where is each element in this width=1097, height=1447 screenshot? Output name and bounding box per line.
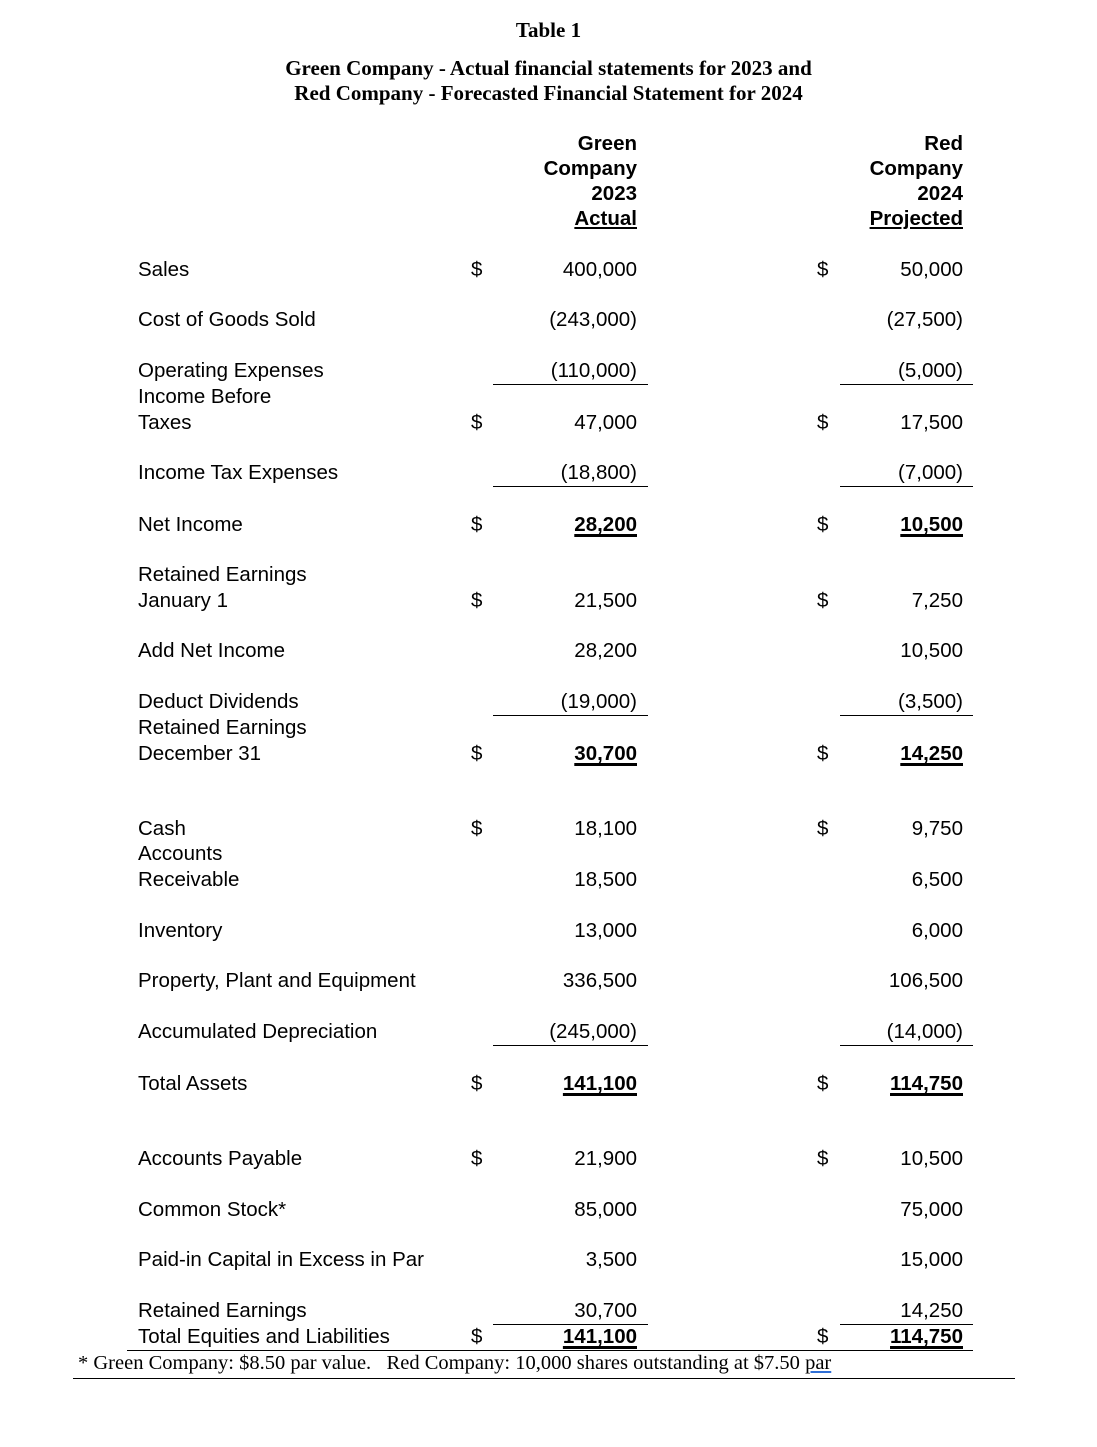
green-dollar-sign: $ bbox=[471, 411, 483, 434]
green-subtotal-rule bbox=[493, 1045, 648, 1046]
green-value: (110,000) bbox=[550, 359, 637, 382]
footnote-text: * Green Company: $8.50 par value. Red Company: 10,000 shares outstanding at $7.50 bbox=[78, 1352, 806, 1374]
green-value: 3,500 bbox=[585, 1248, 637, 1271]
row-label: Operating Expenses bbox=[138, 359, 324, 382]
red-dollar-sign: $ bbox=[817, 1147, 829, 1170]
row-label: Accounts bbox=[138, 842, 223, 865]
red-header-line: Company bbox=[869, 157, 963, 180]
row-label: Taxes bbox=[138, 411, 192, 434]
row-label: Income Tax Expenses bbox=[138, 461, 339, 484]
red-header-line: Red bbox=[924, 132, 963, 155]
green-dollar-sign: $ bbox=[471, 1072, 483, 1095]
green-value: 336,500 bbox=[562, 969, 637, 992]
table-subtitle-line-2: Red Company - Forecasted Financial Statement for 2024 bbox=[294, 81, 803, 105]
green-value: 47,000 bbox=[574, 411, 637, 434]
green-value: 141,100 bbox=[562, 1072, 637, 1095]
red-value: 10,500 bbox=[900, 1147, 963, 1170]
green-subtotal-rule bbox=[493, 486, 648, 487]
green-value: 30,700 bbox=[574, 742, 637, 765]
red-value: (5,000) bbox=[898, 359, 963, 382]
row-label: January 1 bbox=[138, 589, 229, 612]
red-value: 7,250 bbox=[911, 589, 963, 612]
green-value: 141,100 bbox=[562, 1325, 637, 1348]
red-value: 6,500 bbox=[911, 868, 963, 891]
green-value: (19,000) bbox=[560, 690, 637, 713]
row-label: Receivable bbox=[138, 868, 240, 891]
red-value: 15,000 bbox=[900, 1248, 963, 1271]
green-value: 18,100 bbox=[574, 817, 637, 840]
row-label: Total Assets bbox=[138, 1072, 248, 1095]
row-label: Accumulated Depreciation bbox=[138, 1020, 378, 1043]
row-label: Sales bbox=[138, 258, 190, 281]
red-subtotal-rule bbox=[840, 384, 973, 385]
row-label: Cost of Goods Sold bbox=[138, 308, 316, 331]
row-label: Retained Earnings bbox=[138, 1299, 307, 1322]
green-value: 21,900 bbox=[574, 1147, 637, 1170]
red-dollar-sign: $ bbox=[817, 589, 829, 612]
green-dollar-sign: $ bbox=[471, 742, 483, 765]
row-label: Common Stock* bbox=[138, 1198, 287, 1221]
red-dollar-sign: $ bbox=[817, 742, 829, 765]
green-column-header bbox=[544, 131, 637, 231]
red-column-header bbox=[870, 131, 963, 231]
red-subtotal-rule bbox=[840, 1045, 973, 1046]
green-dollar-sign: $ bbox=[471, 1147, 483, 1170]
row-label: December 31 bbox=[138, 742, 262, 765]
green-value: 30,700 bbox=[574, 1299, 637, 1322]
green-value: 85,000 bbox=[574, 1198, 637, 1221]
green-value: (245,000) bbox=[549, 1020, 637, 1043]
green-value: 21,500 bbox=[574, 589, 637, 612]
red-value: 75,000 bbox=[900, 1198, 963, 1221]
red-subtotal-rule bbox=[840, 486, 973, 487]
red-value: 114,750 bbox=[890, 1072, 963, 1095]
red-dollar-sign: $ bbox=[817, 258, 829, 281]
green-value: (18,800) bbox=[560, 461, 637, 484]
row-label: Deduct Dividends bbox=[138, 690, 299, 713]
row-label: Paid-in Capital in Excess in Par bbox=[138, 1248, 424, 1271]
row-label: Net Income bbox=[138, 513, 243, 536]
green-value: 28,200 bbox=[574, 639, 637, 662]
red-value: 10,500 bbox=[900, 639, 963, 662]
row-label: Retained Earnings bbox=[138, 716, 307, 739]
table-title: Table 1 bbox=[515, 18, 582, 42]
red-subtotal-rule bbox=[840, 715, 973, 716]
row-label: Accounts Payable bbox=[138, 1147, 303, 1170]
green-dollar-sign: $ bbox=[471, 1325, 483, 1348]
red-dollar-sign: $ bbox=[817, 817, 829, 840]
footnote-link[interactable]: par bbox=[805, 1352, 832, 1374]
green-value: 18,500 bbox=[574, 868, 637, 891]
red-value: 14,250 bbox=[900, 742, 963, 765]
row-label: Inventory bbox=[138, 919, 223, 942]
row-label: Cash bbox=[138, 817, 186, 840]
green-header-line: 2023 bbox=[591, 182, 637, 205]
red-dollar-sign: $ bbox=[817, 411, 829, 434]
red-value: 17,500 bbox=[900, 411, 963, 434]
footnote bbox=[78, 1352, 831, 1375]
green-header-line: Green bbox=[577, 132, 637, 155]
green-value: 400,000 bbox=[562, 258, 637, 281]
green-dollar-sign: $ bbox=[471, 817, 483, 840]
row-label: Property, Plant and Equipment bbox=[138, 969, 416, 992]
row-label: Total Equities and Liabilities bbox=[138, 1325, 390, 1348]
red-value: 9,750 bbox=[911, 817, 963, 840]
red-value: (3,500) bbox=[898, 690, 963, 713]
table-subtitle-line-1: Green Company - Actual financial statements for 2023 and bbox=[285, 56, 812, 80]
footnote-rule bbox=[73, 1378, 1015, 1379]
green-value: 13,000 bbox=[574, 919, 637, 942]
red-value: 10,500 bbox=[900, 513, 963, 536]
green-value: 28,200 bbox=[574, 513, 637, 536]
red-value: (7,000) bbox=[898, 461, 963, 484]
green-header-line: Actual bbox=[574, 207, 637, 230]
red-value: 106,500 bbox=[888, 969, 963, 992]
red-header-line: 2024 bbox=[917, 182, 963, 205]
table-bottom-rule bbox=[127, 1350, 973, 1351]
green-value: (243,000) bbox=[549, 308, 637, 331]
red-value: (27,500) bbox=[886, 308, 963, 331]
row-label: Retained Earnings bbox=[138, 563, 307, 586]
green-subtotal-rule bbox=[493, 384, 648, 385]
red-dollar-sign: $ bbox=[817, 1325, 829, 1348]
red-header-line: Projected bbox=[869, 207, 963, 230]
green-dollar-sign: $ bbox=[471, 513, 483, 536]
green-header-line: Company bbox=[543, 157, 637, 180]
red-dollar-sign: $ bbox=[817, 1072, 829, 1095]
green-dollar-sign: $ bbox=[471, 258, 483, 281]
red-value: (14,000) bbox=[886, 1020, 963, 1043]
red-value: 6,000 bbox=[911, 919, 963, 942]
red-value: 114,750 bbox=[890, 1325, 963, 1348]
row-label: Add Net Income bbox=[138, 639, 285, 662]
green-subtotal-rule bbox=[493, 715, 648, 716]
green-dollar-sign: $ bbox=[471, 589, 483, 612]
red-value: 50,000 bbox=[900, 258, 963, 281]
red-value: 14,250 bbox=[900, 1299, 963, 1322]
red-dollar-sign: $ bbox=[817, 513, 829, 536]
row-label: Income Before bbox=[138, 385, 272, 408]
